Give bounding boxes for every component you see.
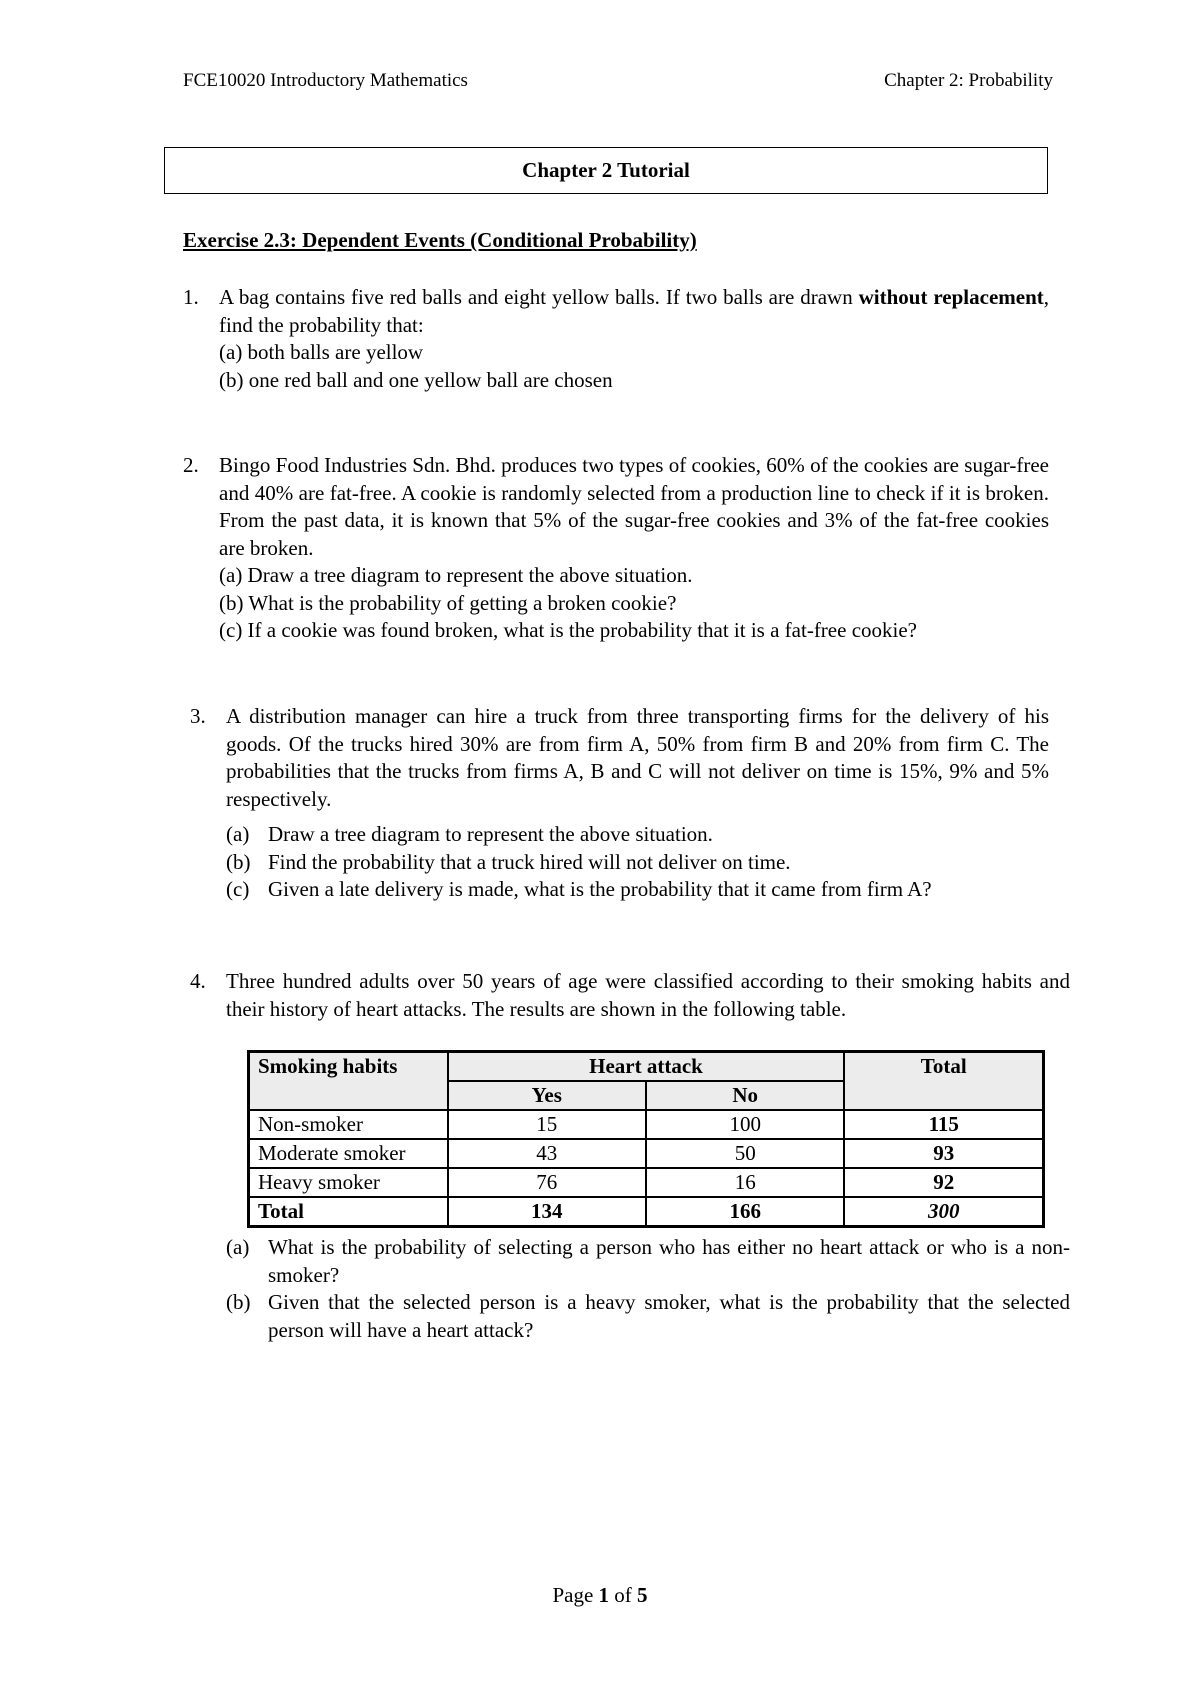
- question-4-part-a-label: (a): [226, 1235, 250, 1259]
- page-footer: [0, 1583, 1200, 1608]
- question-1-text-end: , find the probability that:: [219, 285, 1050, 337]
- tutorial-title: Chapter 2 Tutorial: [522, 158, 690, 182]
- question-1-parts: [219, 339, 1049, 394]
- question-3-part-c-text: Given a late delivery is made, what is the probability that it came from firm A?: [268, 877, 932, 901]
- table-row: [249, 1139, 1044, 1168]
- footer-of-word: of: [614, 1583, 632, 1607]
- total-row-label: Total: [249, 1197, 448, 1227]
- row-label: Non-smoker: [249, 1110, 448, 1139]
- grand-total: 300: [844, 1197, 1043, 1227]
- table-header-no: No: [646, 1081, 844, 1110]
- question-4-part-a: [226, 1234, 1070, 1289]
- question-3-part-a: [226, 821, 1049, 849]
- header-chapter: Chapter 2: Probability: [884, 70, 1053, 91]
- question-2-part-b: (b) What is the probability of getting a broken cookie?: [219, 590, 677, 615]
- tutorial-title-box: [164, 147, 1048, 194]
- question-4-part-a-text: What is the probability of selecting a person who has either no heart attack or who is a non-smoker?: [268, 1235, 1070, 1287]
- cell-yes: 15: [448, 1110, 646, 1139]
- question-2-parts: [219, 562, 1049, 645]
- table-header-total: Total: [844, 1052, 1043, 1111]
- question-3-parts: [226, 821, 1049, 904]
- smoking-heart-attack-table: [247, 1050, 1045, 1228]
- table-header-heart-attack: Heart attack: [448, 1052, 845, 1082]
- question-2: [183, 452, 1049, 645]
- question-1-number: 1.: [183, 285, 199, 309]
- question-3: [190, 703, 1049, 904]
- question-4-part-b-label: (b): [226, 1290, 251, 1314]
- question-4: [190, 968, 1070, 1023]
- footer-page-total: 5: [637, 1583, 648, 1607]
- table-row: [249, 1110, 1044, 1139]
- cell-no: 50: [646, 1139, 844, 1168]
- cell-total: 93: [844, 1139, 1043, 1168]
- question-3-part-b-text: Find the probability that a truck hired will not deliver on time.: [268, 849, 791, 874]
- table-header-smoking: Smoking habits: [249, 1052, 448, 1111]
- table-header-yes: Yes: [448, 1081, 646, 1110]
- row-label: Moderate smoker: [249, 1139, 448, 1168]
- question-4-number: 4.: [190, 969, 206, 993]
- total-no: 166: [646, 1197, 844, 1227]
- cell-yes: 76: [448, 1168, 646, 1197]
- question-3-text: A distribution manager can hire a truck from three transporting firms for the delivery of his goods. Of the trucks hired 30% are from firm A, 50% from firm B and 20% from firm C. The probabilities that the trucks from firms A, B and C will not deliver on time is 15%, 9% and 5% respectively.: [226, 704, 1049, 811]
- question-4-part-b: [226, 1289, 1070, 1344]
- cell-total: 115: [844, 1110, 1043, 1139]
- cell-yes: 43: [448, 1139, 646, 1168]
- question-4-text: Three hundred adults over 50 years of age were classified according to their smoking habits and their history of heart attacks. The results are shown in the following table.: [226, 969, 1070, 1021]
- question-3-part-b: [226, 849, 1049, 877]
- total-yes: 134: [448, 1197, 646, 1227]
- question-1-text-start: A bag contains five red balls and eight yellow balls. If two balls are drawn: [219, 285, 859, 309]
- row-label: Heavy smoker: [249, 1168, 448, 1197]
- footer-page-number: 1: [598, 1583, 610, 1607]
- exercise-heading: Exercise 2.3: Dependent Events (Conditional Probability): [183, 228, 697, 252]
- header-course: FCE10020 Introductory Mathematics: [183, 70, 468, 91]
- cell-no: 100: [646, 1110, 844, 1139]
- question-4-part-b-text: Given that the selected person is a heavy smoker, what is the probability that the selected person will have a heart attack?: [268, 1290, 1070, 1342]
- table-total-row: [249, 1197, 1044, 1227]
- question-2-text: Bingo Food Industries Sdn. Bhd. produces two types of cookies, 60% of the cookies are sugar-free and 40% are fat-free. A cookie is randomly selected from a production line to check if it is broken. From the past data, it is known that 5% of the sugar-free cookies and 3% of the fat-free cookies are broken.: [219, 453, 1049, 560]
- footer-page-word: Page: [552, 1583, 594, 1607]
- question-3-part-a-text: Draw a tree diagram to represent the above situation.: [268, 822, 713, 846]
- question-1-part-b: (b) one red ball and one yellow ball are chosen: [219, 367, 613, 392]
- table-row: [249, 1168, 1044, 1197]
- question-4-parts: [226, 1234, 1070, 1344]
- question-1: [183, 284, 1049, 394]
- question-3-part-c-label: (c): [226, 877, 250, 901]
- question-2-number: 2.: [183, 453, 199, 477]
- question-2-part-c: (c) If a cookie was found broken, what is the probability that it is a fat-free cookie?: [219, 618, 917, 642]
- question-1-part-a: (a) both balls are yellow: [219, 340, 424, 364]
- question-2-part-a: (a) Draw a tree diagram to represent the above situation.: [219, 563, 693, 587]
- question-3-part-c: [226, 876, 1049, 904]
- question-1-text-bold: without replacement: [858, 285, 1044, 309]
- cell-total: 92: [844, 1168, 1043, 1197]
- question-3-part-b-label: (b): [226, 849, 251, 874]
- question-3-number: 3.: [190, 704, 206, 728]
- cell-no: 16: [646, 1168, 844, 1197]
- question-3-part-a-label: (a): [226, 822, 250, 846]
